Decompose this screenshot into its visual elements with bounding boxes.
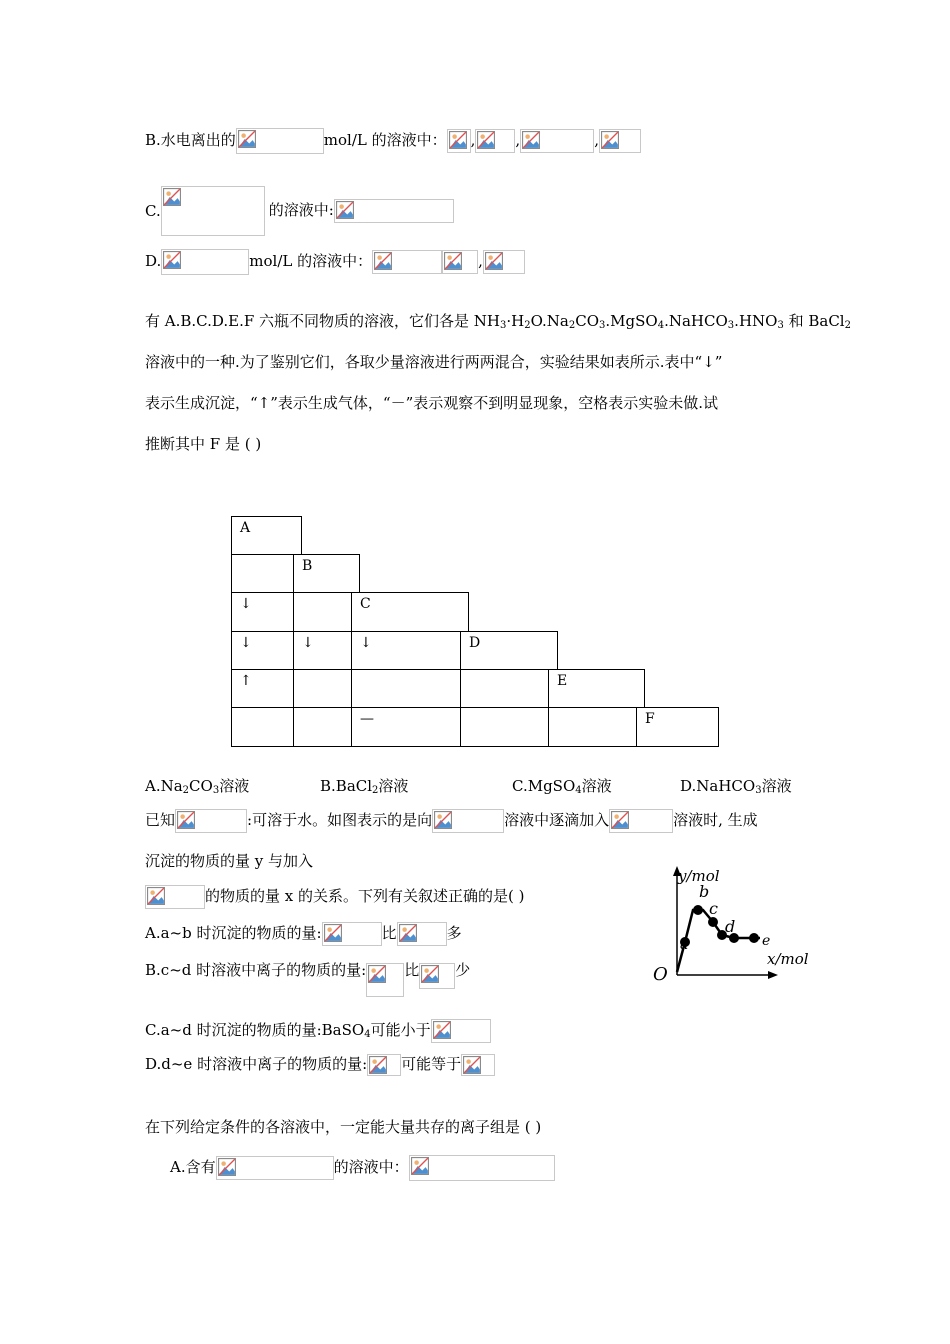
broken-image-icon (447, 129, 471, 153)
broken-image-icon (161, 186, 265, 236)
broken-image-icon (161, 249, 249, 275)
table-cell-F: F (636, 707, 719, 747)
q2-option-d: D.NaHCO$_3$溶液 (680, 777, 792, 796)
q3-stem-line-3: 的物质的量 x 的关系。下列有关叙述正确的是( ) (145, 885, 524, 909)
table-cell (231, 707, 294, 747)
q2-option-c: C.MgSO$_4$溶液 (512, 777, 612, 796)
q4-option-a: A.含有 的溶液中： (170, 1155, 555, 1181)
x-axis-arrow-icon (768, 971, 778, 979)
table-cell (293, 592, 352, 632)
point-c (708, 917, 718, 927)
point-label-b: b (699, 882, 710, 901)
table-cell (548, 707, 637, 747)
q3-option-a: A.a~b 时沉淀的物质的量: 比 多 (145, 922, 462, 946)
table-cell (460, 707, 549, 747)
table-cell: — (351, 707, 461, 747)
broken-image-icon (409, 1155, 555, 1181)
table-cell-C: C (351, 592, 469, 632)
q3-stem-line-2: 沉淀的物质的量 y 与加入 (145, 852, 314, 870)
q3-stem-line-1: 已知 :可溶于水。如图表示的是向 溶液中逐滴加入 溶液时, 生成 (145, 809, 758, 833)
q3-option-c: C.a~d 时沉淀的物质的量:BaSO$_4$可能小于 (145, 1019, 491, 1043)
broken-image-icon (475, 129, 515, 153)
broken-image-icon (322, 922, 382, 946)
table-cell (293, 707, 352, 747)
table-cell (460, 669, 549, 708)
broken-image-icon (520, 129, 594, 153)
q2-stem-line-1: 有 A.B.C.D.E.F 六瓶不同物质的溶液，它们各是 $NH_3\cdot H_2O.Na_2CO_3.MgSO_4.NaHCO_3.HNO_3$ 和 BaCl$_2$ (145, 312, 851, 331)
broken-image-icon (145, 885, 205, 909)
table-cell: ↑ (231, 669, 294, 708)
table-cell (351, 669, 461, 708)
broken-image-icon (397, 922, 447, 946)
table-cell: ↓ (231, 592, 294, 632)
q2-stem-line-3: 表示生成沉淀，“↑”表示生成气体，“－”表示观察不到明显现象，空格表示实验未做.试 (145, 394, 719, 412)
broken-image-icon (461, 1054, 495, 1076)
point-b (693, 905, 703, 915)
broken-image-icon (432, 809, 504, 833)
broken-image-icon (236, 128, 324, 154)
broken-image-icon (366, 963, 404, 997)
broken-image-icon (372, 250, 442, 274)
broken-image-icon (334, 199, 454, 223)
point-label-d: d (725, 917, 736, 936)
point-label-c: c (709, 899, 718, 918)
q2-option-b: B.BaCl$_2$溶液 (320, 777, 409, 796)
table-cell (293, 669, 352, 708)
q3-option-b: B.c~d 时溶液中离子的物质的量: 比 少 (145, 960, 470, 997)
q1-option-b: B.水电离出的 mol/L 的溶液中： , , , (145, 128, 641, 154)
table-cell (231, 554, 294, 593)
broken-image-icon (175, 809, 247, 833)
broken-image-icon (431, 1019, 491, 1043)
broken-image-icon (216, 1156, 334, 1180)
q4-stem: 在下列给定条件的各溶液中，一定能大量共存的离子组是 ( ) (145, 1118, 542, 1136)
table-cell: ↓ (351, 631, 461, 670)
y-axis-label: y/mol (678, 867, 720, 885)
precipitate-graph (640, 860, 820, 990)
table-cell-E: E (548, 669, 645, 708)
broken-image-icon (442, 250, 478, 274)
table-cell: ↓ (293, 631, 352, 670)
broken-image-icon (609, 809, 673, 833)
broken-image-icon (599, 129, 641, 153)
q2-stem-line-4: 推断其中 F 是 ( ) (145, 435, 262, 453)
q2-option-a: $A.Na_2CO_3$溶液 (145, 777, 250, 796)
q1-option-c: C. 的溶液中: (145, 186, 454, 236)
q3-option-d: D.d~e 时溶液中离子的物质的量: 可能等于 (145, 1054, 495, 1076)
broken-image-icon (367, 1054, 401, 1076)
point-label-a: a (680, 937, 689, 953)
origin-label: O (653, 964, 668, 985)
broken-image-icon (483, 250, 525, 274)
table-cell-A: A (231, 516, 302, 555)
x-axis-label: x/mol (767, 950, 809, 968)
broken-image-icon (419, 963, 455, 989)
table-cell-B: B (293, 554, 360, 593)
point-e (749, 933, 759, 943)
table-cell-D: D (460, 631, 558, 670)
table-cell: ↓ (231, 631, 294, 670)
q1-option-d: D. mol/L 的溶液中： , (145, 249, 525, 275)
q2-stem-line-2: 溶液中的一种.为了鉴别它们，各取少量溶液进行两两混合，实验结果如表所示.表中“↓” (145, 353, 723, 371)
point-label-e: e (762, 933, 771, 949)
